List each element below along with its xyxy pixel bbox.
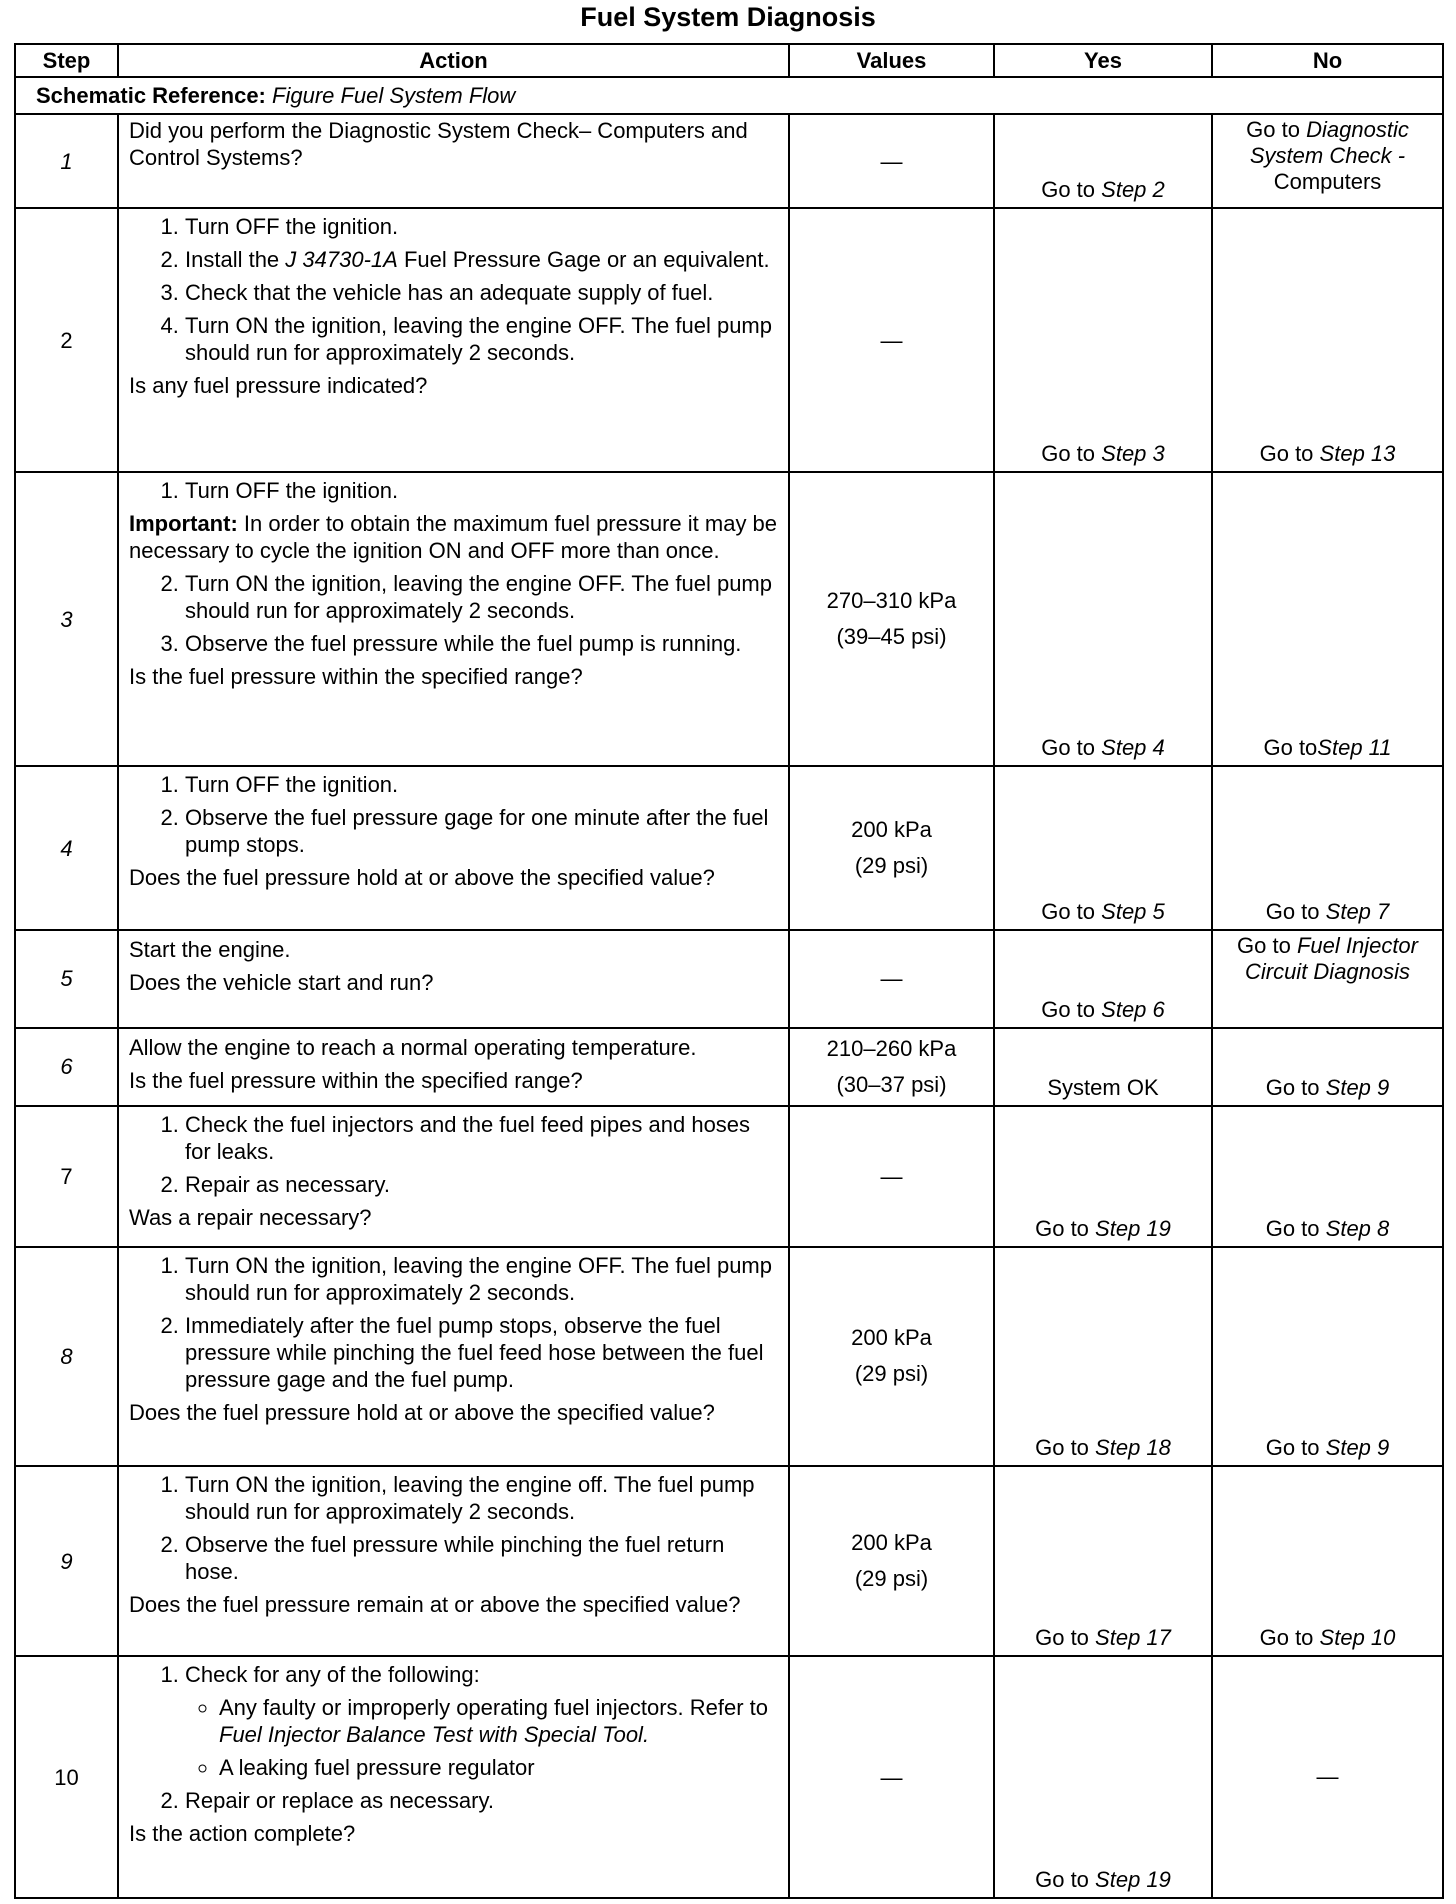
go-to-text: Go to bbox=[1263, 734, 1318, 760]
yes-cell bbox=[994, 930, 1212, 1027]
step-number: 9 bbox=[15, 1466, 118, 1657]
go-to-text: Go to bbox=[1265, 899, 1320, 925]
step-link: Step 5 bbox=[1101, 899, 1165, 925]
table-row bbox=[15, 1106, 1443, 1247]
go-to-text: Go to bbox=[1259, 1625, 1314, 1651]
go-to-text: Go to bbox=[1041, 996, 1096, 1022]
action-cell bbox=[118, 1247, 789, 1466]
schematic-row bbox=[15, 77, 1443, 114]
go-to-text: Go to bbox=[1041, 899, 1096, 925]
list-item: 1. Turn OFF the ignition. bbox=[185, 771, 780, 798]
list-item bbox=[185, 1661, 780, 1781]
table-row bbox=[15, 1466, 1443, 1657]
go-to-text: Go to bbox=[1041, 734, 1096, 760]
tool-name: J 34730-1A bbox=[285, 247, 398, 273]
header-yes: Yes bbox=[994, 44, 1212, 77]
values-cell bbox=[789, 472, 994, 766]
values-cell bbox=[789, 766, 994, 930]
question: Does the fuel pressure hold at or above the specified value? bbox=[129, 864, 715, 890]
bullet-text: Any faulty or improperly operating fuel injectors. Refer to bbox=[219, 1695, 769, 1721]
table-row bbox=[15, 114, 1443, 208]
list-item: 1. Turn ON the ignition, leaving the engine off. The fuel pump should run for approximately 2 seconds. bbox=[185, 1471, 780, 1525]
list-item: 2. Observe the fuel pressure while pinching the fuel return hose. bbox=[185, 1531, 780, 1585]
values-cell: — bbox=[789, 114, 994, 208]
step-link: Step 19 bbox=[1095, 1216, 1171, 1242]
value-kpa: 200 kPa bbox=[851, 817, 932, 843]
no-cell bbox=[1212, 766, 1443, 930]
values-cell: — bbox=[789, 1656, 994, 1898]
value-psi: (30–37 psi) bbox=[836, 1071, 947, 1097]
go-to-text: Go to bbox=[1035, 1434, 1089, 1460]
step-link: Step 19 bbox=[1095, 1867, 1171, 1892]
item-text: Check for any of the following: bbox=[185, 1662, 480, 1688]
list-item: 1. Check the fuel injectors and the fuel feed pipes and hoses for leaks. bbox=[185, 1111, 780, 1165]
step-link: Step 7 bbox=[1325, 899, 1390, 925]
action-cell bbox=[118, 208, 789, 472]
go-to-text: Go to bbox=[1259, 441, 1314, 467]
step-number: 1 bbox=[15, 114, 118, 208]
question: Is any fuel pressure indicated? bbox=[129, 373, 428, 399]
action-text: Did you perform the Diagnostic System Check– Computers and Control Systems? bbox=[129, 118, 748, 171]
question: Is the fuel pressure within the specified range? bbox=[129, 664, 583, 690]
step-number: 4 bbox=[15, 766, 118, 930]
step-number: 5 bbox=[15, 930, 118, 1027]
table-row bbox=[15, 1247, 1443, 1466]
value-kpa: 210–260 kPa bbox=[826, 1035, 957, 1061]
document-title: Fuel System Diagnosis bbox=[580, 2, 876, 32]
value-kpa: 200 kPa bbox=[851, 1530, 932, 1555]
values-cell bbox=[789, 1466, 994, 1657]
yes-cell bbox=[994, 1106, 1212, 1247]
question: Does the vehicle start and run? bbox=[129, 970, 434, 996]
no-text: Computers bbox=[1273, 169, 1382, 195]
yes-cell bbox=[994, 114, 1212, 208]
action-list bbox=[129, 1471, 780, 1585]
action-list bbox=[129, 1252, 780, 1393]
list-item: 3. Observe the fuel pressure while the fuel pump is running. bbox=[185, 630, 780, 657]
step-link: Step 9 bbox=[1325, 1074, 1390, 1100]
list-item: 2. Observe the fuel pressure gage for one minute after the fuel pump stops. bbox=[185, 804, 780, 858]
diagnostic-link: Diagnostic System Check - bbox=[1249, 117, 1409, 169]
step-link: Step 2 bbox=[1101, 177, 1165, 203]
step-number: 6 bbox=[15, 1028, 118, 1106]
go-to-text: Go to bbox=[1035, 1625, 1089, 1651]
header-row bbox=[15, 44, 1443, 77]
values-cell bbox=[789, 1247, 994, 1466]
procedure-link: Fuel Injector Balance Test with Special Tool. bbox=[219, 1722, 650, 1748]
table-row bbox=[15, 472, 1443, 766]
bullet-list bbox=[185, 1694, 780, 1781]
step-number: 8 bbox=[15, 1247, 118, 1466]
action-list bbox=[129, 477, 780, 504]
action-cell bbox=[118, 930, 789, 1027]
schematic-reference bbox=[15, 77, 1443, 114]
value-psi: (29 psi) bbox=[854, 1566, 929, 1591]
step-link: Step 9 bbox=[1325, 1434, 1390, 1460]
go-to-text: Go to bbox=[1035, 1867, 1089, 1892]
yes-cell bbox=[994, 1466, 1212, 1657]
yes-cell: System OK bbox=[994, 1028, 1212, 1106]
list-item: 2. Repair as necessary. bbox=[185, 1171, 780, 1198]
header-values: Values bbox=[789, 44, 994, 77]
important-note bbox=[129, 510, 780, 564]
important-label: Important: bbox=[129, 511, 238, 537]
go-to-text: Go to bbox=[1041, 177, 1096, 203]
yes-cell bbox=[994, 208, 1212, 472]
no-cell bbox=[1212, 930, 1443, 1027]
values-cell: — bbox=[789, 208, 994, 472]
values-cell: — bbox=[789, 930, 994, 1027]
values-cell bbox=[789, 1028, 994, 1106]
table-row bbox=[15, 208, 1443, 472]
step-link: Step 17 bbox=[1095, 1625, 1171, 1651]
value-psi: (29 psi) bbox=[854, 1361, 929, 1387]
question: Does the fuel pressure hold at or above the specified value? bbox=[129, 1400, 715, 1426]
header-step: Step bbox=[15, 44, 118, 77]
value-kpa: 270–310 kPa bbox=[826, 588, 957, 614]
value-kpa: 200 kPa bbox=[851, 1325, 932, 1351]
list-item: 3. Check that the vehicle has an adequate supply of fuel. bbox=[185, 279, 780, 306]
step-number: 2 bbox=[15, 208, 118, 472]
step-link: Step 8 bbox=[1325, 1216, 1390, 1242]
list-item bbox=[185, 246, 780, 273]
action-cell bbox=[118, 1106, 789, 1247]
go-to-text: Go to bbox=[1035, 1216, 1089, 1242]
step-link: Step 4 bbox=[1101, 734, 1165, 760]
list-item: 2. Immediately after the fuel pump stops, observe the fuel pressure while pinching the fuel feed hose between the fuel pressure gage and the fuel pump. bbox=[185, 1312, 780, 1393]
list-item: 1. Turn OFF the ignition. bbox=[185, 213, 780, 240]
schematic-link: Figure Fuel System Flow bbox=[272, 83, 516, 109]
action-cell bbox=[118, 1466, 789, 1657]
header-action: Action bbox=[118, 44, 789, 77]
bullet-item: ◦ A leaking fuel pressure regulator bbox=[219, 1754, 780, 1781]
step-link: Step 10 bbox=[1319, 1625, 1396, 1651]
step-link: Step 3 bbox=[1101, 441, 1165, 467]
action-list bbox=[129, 1111, 780, 1198]
action-text: Start the engine. bbox=[129, 937, 291, 963]
action-cell bbox=[118, 114, 789, 208]
step-link: Step 13 bbox=[1319, 441, 1396, 467]
diagnosis-table bbox=[14, 43, 1444, 1899]
yes-cell bbox=[994, 766, 1212, 930]
action-text: Allow the engine to reach a normal operating temperature. bbox=[129, 1034, 697, 1060]
no-cell bbox=[1212, 1028, 1443, 1106]
list-item: 1. Turn ON the ignition, leaving the engine OFF. The fuel pump should run for approximately 2 seconds. bbox=[185, 1252, 780, 1306]
go-to-text: Go to bbox=[1237, 933, 1291, 959]
list-item: 1. Turn OFF the ignition. bbox=[185, 477, 780, 504]
step-link: Step 18 bbox=[1095, 1434, 1171, 1460]
action-cell bbox=[118, 766, 789, 930]
yes-cell bbox=[994, 1656, 1212, 1898]
schematic-label: Schematic Reference: bbox=[36, 83, 266, 109]
step-link: Step 6 bbox=[1101, 996, 1165, 1022]
value-psi: (29 psi) bbox=[854, 853, 929, 879]
values-cell: — bbox=[789, 1106, 994, 1247]
list-item: 2. Repair or replace as necessary. bbox=[185, 1787, 780, 1814]
table-row bbox=[15, 930, 1443, 1027]
action-cell bbox=[118, 1656, 789, 1898]
go-to-text: Go to bbox=[1246, 117, 1300, 143]
action-list bbox=[129, 771, 780, 858]
item-text: Fuel Pressure Gage or an equivalent. bbox=[403, 247, 770, 273]
table-row bbox=[15, 1656, 1443, 1898]
no-cell: — bbox=[1212, 1656, 1443, 1898]
list-item: 4. Turn ON the ignition, leaving the engine OFF. The fuel pump should run for approximately 2 seconds. bbox=[185, 312, 780, 366]
step-number: 3 bbox=[15, 472, 118, 766]
no-cell bbox=[1212, 1106, 1443, 1247]
action-list bbox=[129, 213, 780, 366]
important-text: In order to obtain the maximum fuel pressure it may be necessary to cycle the ignition ON and OFF more than once. bbox=[129, 511, 778, 564]
step-number: 7 bbox=[15, 1106, 118, 1247]
step-number: 10 bbox=[15, 1656, 118, 1898]
list-item: 2. Turn ON the ignition, leaving the engine OFF. The fuel pump should run for approximately 2 seconds. bbox=[185, 570, 780, 624]
action-list bbox=[129, 1661, 780, 1814]
question: Was a repair necessary? bbox=[129, 1204, 372, 1230]
bullet-item bbox=[219, 1694, 780, 1748]
go-to-text: Go to bbox=[1265, 1074, 1320, 1100]
diagnosis-link: Fuel Injector Circuit Diagnosis bbox=[1244, 933, 1418, 985]
item-text: Install the bbox=[185, 247, 280, 273]
step-link: Step 11 bbox=[1317, 734, 1392, 760]
header-no: No bbox=[1212, 44, 1443, 77]
question: Does the fuel pressure remain at or above the specified value? bbox=[129, 1591, 741, 1617]
action-list bbox=[129, 570, 780, 657]
go-to-text: Go to bbox=[1041, 441, 1096, 467]
question: Is the action complete? bbox=[129, 1821, 356, 1847]
table-row bbox=[15, 766, 1443, 930]
question: Is the fuel pressure within the specified range? bbox=[129, 1067, 583, 1093]
yes-cell bbox=[994, 1247, 1212, 1466]
no-cell bbox=[1212, 208, 1443, 472]
action-cell bbox=[118, 1028, 789, 1106]
action-cell bbox=[118, 472, 789, 766]
no-cell bbox=[1212, 114, 1443, 208]
table-row bbox=[15, 1028, 1443, 1106]
go-to-text: Go to bbox=[1265, 1216, 1320, 1242]
go-to-text: Go to bbox=[1265, 1434, 1320, 1460]
no-cell bbox=[1212, 472, 1443, 766]
no-cell bbox=[1212, 1247, 1443, 1466]
value-psi: (39–45 psi) bbox=[836, 624, 947, 650]
yes-cell bbox=[994, 472, 1212, 766]
no-cell bbox=[1212, 1466, 1443, 1657]
